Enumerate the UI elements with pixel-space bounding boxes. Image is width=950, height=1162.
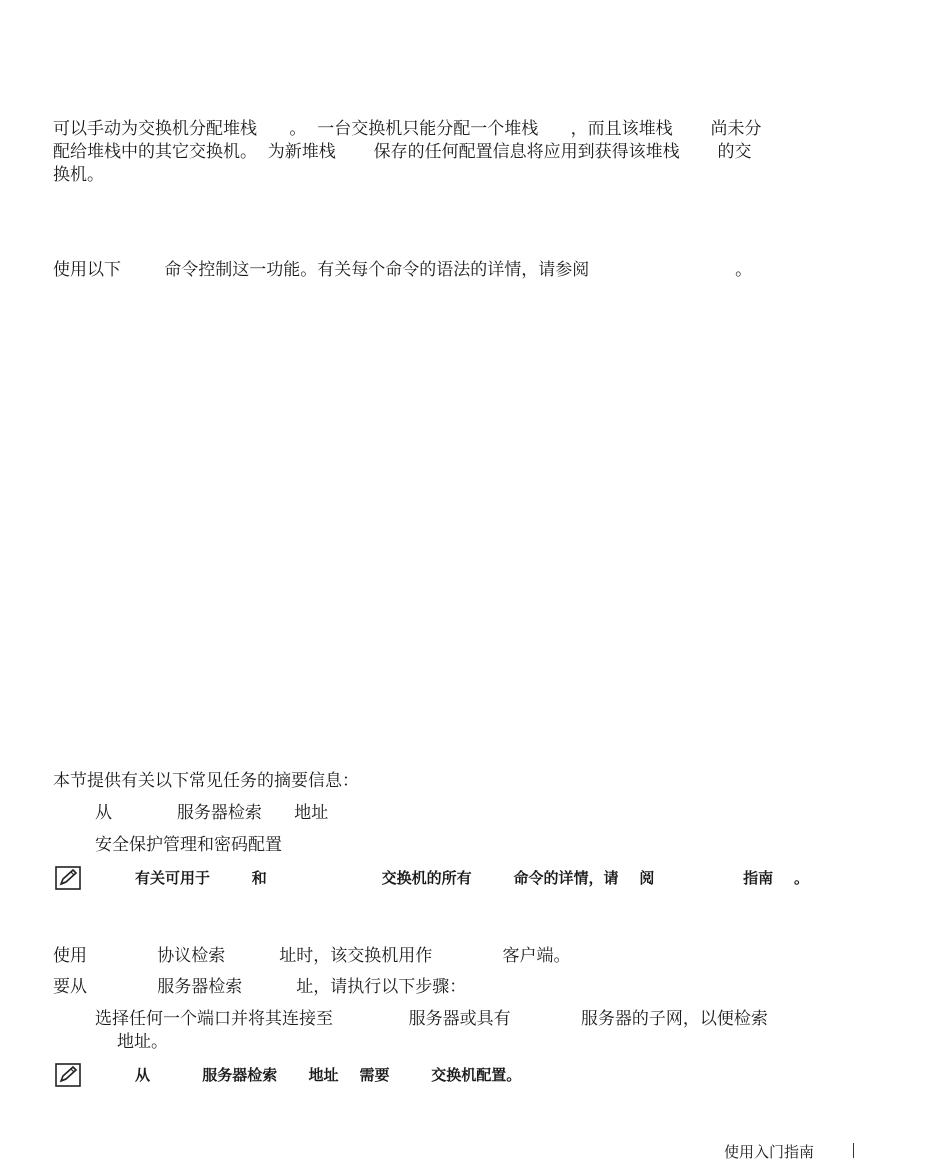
note-cli-reference: 有关可用于 和 交换机的所有 命令的详情，请 阅 指南 。 [135, 869, 809, 887]
dhcp-steps-intro: 要从 服务器检索 址，请执行以下步骤： [53, 977, 467, 997]
pencil-note-icon [55, 866, 81, 890]
cli-commands-intro: 使用以下 命令控制这一功能。有关每个命令的语法的详情，请参阅 。 [53, 260, 753, 280]
stack-paragraph-line-2: 配给堆栈中的其它交换机。 为新堆栈 保存的任何配置信息将应用到获得该堆栈 的交 [53, 142, 752, 162]
bullet-item-security: 安全保护管理和密码配置 [95, 835, 282, 855]
step-1-line-1: 选择任何一个端口并将其连接至 服务器或具有 服务器的子网，以便检索 [95, 1009, 768, 1029]
step-1-line-2: 地址。 [117, 1032, 168, 1052]
bullet-item-ip-retrieval: 从 服务器检索 地址 [95, 803, 329, 823]
summary-intro: 本节提供有关以下常见任务的摘要信息： [53, 771, 359, 791]
dhcp-paragraph: 使用 协议检索 址时，该交换机用作 客户端。 [53, 946, 571, 966]
pencil-note-icon [55, 1063, 81, 1087]
stack-paragraph-line-3: 换机。 [53, 165, 104, 185]
page-footer-title: 使用入门指南 [724, 1143, 815, 1161]
footer-divider [853, 1143, 854, 1158]
note-no-config-needed: 从 服务器检索 地址 需要 交换机配置。 [135, 1066, 522, 1084]
stack-paragraph-line-1: 可以手动为交换机分配堆栈 。 一台交换机只能分配一个堆栈 ，而且该堆栈 尚未分 [53, 119, 762, 139]
